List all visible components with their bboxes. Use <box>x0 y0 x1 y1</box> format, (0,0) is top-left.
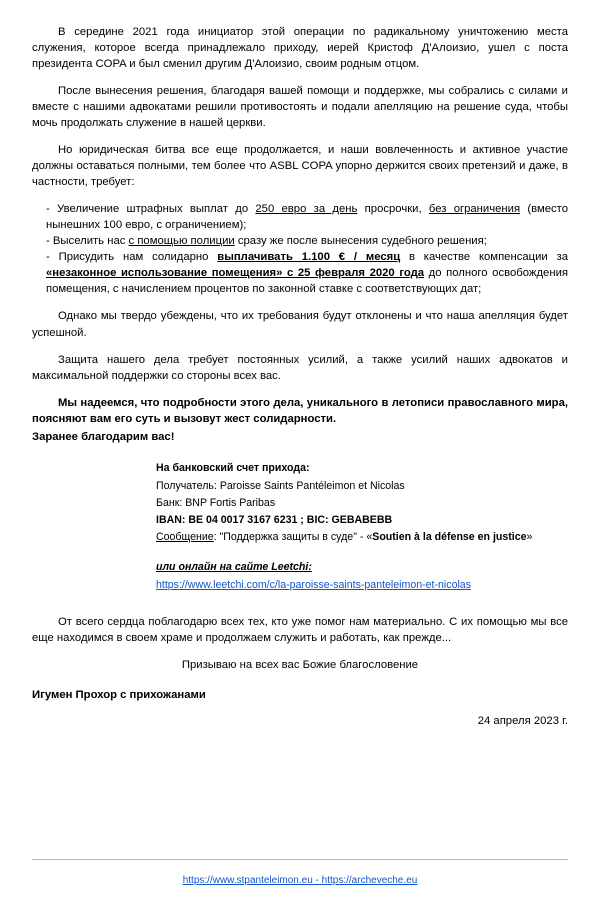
bank-name-value: BNP Fortis Paribas <box>185 497 276 510</box>
list-item <box>32 233 568 249</box>
bank-message-value: : "Поддержка защиты в суде" - « <box>213 530 373 543</box>
bank-beneficiary-label: Получатель: <box>156 480 217 493</box>
list-item <box>32 201 568 233</box>
bank-details-title: На банковский счет прихода: <box>156 462 310 475</box>
leetchi-link-row <box>156 578 568 594</box>
demand-1-mid: просрочки, <box>357 203 429 216</box>
paragraph-1: В середине 2021 года инициатор этой операции по радикальному уничтожению места служения, которое всегда принадлежало приходу, иерей Кристоф Д'Алоизио, ушел с поста президента COPA и был сменил другим Д'Алоизио, своим родным отцом. <box>32 26 568 71</box>
date-line: 24 апреля 2023 г. <box>477 714 568 727</box>
demand-2-mid: сразу же после вынесения судебного решения; <box>234 235 487 248</box>
demand-3-underline-2: «незаконное использование помещения» с 25 февраля 2020 года <box>46 267 425 280</box>
demand-1-underline-2: без ограничения <box>428 203 521 216</box>
signature-line: Игумен Прохор с прихожанами <box>32 688 206 701</box>
list-item <box>32 249 568 297</box>
bank-iban-label: IBAN: <box>156 514 186 527</box>
bank-message-bold: Soutien à la défense en justice <box>372 530 527 543</box>
bank-bic-value: GEBABEBB <box>331 514 393 527</box>
bank-iban-value: BE 04 0017 3167 6231 ; <box>188 514 304 527</box>
bank-message-tail: » <box>526 530 533 543</box>
demand-1-tail: (вместо нынешних 100 евро, с ограничением); <box>46 203 569 232</box>
bank-details <box>156 461 568 593</box>
bank-message-row <box>156 530 568 546</box>
bank-name-row <box>156 496 568 512</box>
leetchi-link[interactable]: https://www.leetchi.com/c/la-paroisse-saints-panteleimon-et-nicolas <box>156 578 471 591</box>
demand-3-underline-1: выплачивать 1.100 € / месяц <box>217 251 401 264</box>
leetchi-heading: или онлайн на сайте Leetchi: <box>156 560 312 573</box>
demand-1-underline-1: 250 евро за день <box>255 203 358 216</box>
thanks-line: Заранее благодарим вас! <box>32 431 175 444</box>
blessing-line: Призываю на всех вас Божие благословение <box>181 658 419 671</box>
demands-list <box>32 201 568 297</box>
footer-divider <box>32 859 568 860</box>
paragraph-5: Защита нашего дела требует постоянных усилий, а также усилий наших адвокатов и максимальной поддержки со стороны всех вас. <box>32 353 568 382</box>
footer <box>0 875 600 886</box>
bank-beneficiary-value: Paroisse Saints Pantéleimon et Nicolas <box>219 480 405 493</box>
bank-bic-label: BIC: <box>306 514 329 527</box>
highlight-paragraph: Мы надеемся, что подробности этого дела, уникального в летописи православного мира, поясняют вам его суть и вызовут жест солидарности. <box>32 396 568 425</box>
paragraph-2: После вынесения решения, благодаря вашей помощи и поддержке, мы собрались с силами и вместе с нашими адвокатами решили противостоять и подали апелляцию на решение суда, чтобы мочь продолжать служение в нашей церкви. <box>32 85 568 130</box>
demand-3-lead: - Присудить нам солидарно <box>46 251 218 264</box>
paragraph-3: Но юридическая битва все еще продолжается, и наши вовлеченность и активное участие должны оставаться полными, тем более что ASBL COPA упорно держится своих претензий и даже, в частности, требует: <box>32 144 568 189</box>
demand-2-underline-1: с помощью полиции <box>128 235 235 248</box>
bank-beneficiary-row <box>156 479 568 495</box>
closing-paragraph: От всего сердца поблагодарю всех тех, кто уже помог нам материально. С их помощью мы все еще находимся в своем храме и продолжаем служить и работать, как прежде... <box>32 615 568 644</box>
demand-3-tail: до полного освобождения помещения, с начислением процентов по законной ставке с соответствующих дат; <box>46 267 568 296</box>
bank-iban-row <box>156 513 568 529</box>
demand-3-mid: в качестве компенсации за <box>400 251 568 264</box>
paragraph-4: Однако мы твердо убеждены, что их требования будут отклонены и что наша апелляция будет успешной. <box>32 310 568 339</box>
demand-2-lead: - Выселить нас <box>46 235 129 248</box>
demand-1-lead: - Увеличение штрафных выплат до <box>46 203 256 216</box>
bank-name-label: Банк: <box>156 497 183 510</box>
footer-links[interactable]: https://www.stpanteleimon.eu - https://archeveche.eu <box>182 875 418 886</box>
bank-message-label: Сообщение <box>156 530 214 543</box>
